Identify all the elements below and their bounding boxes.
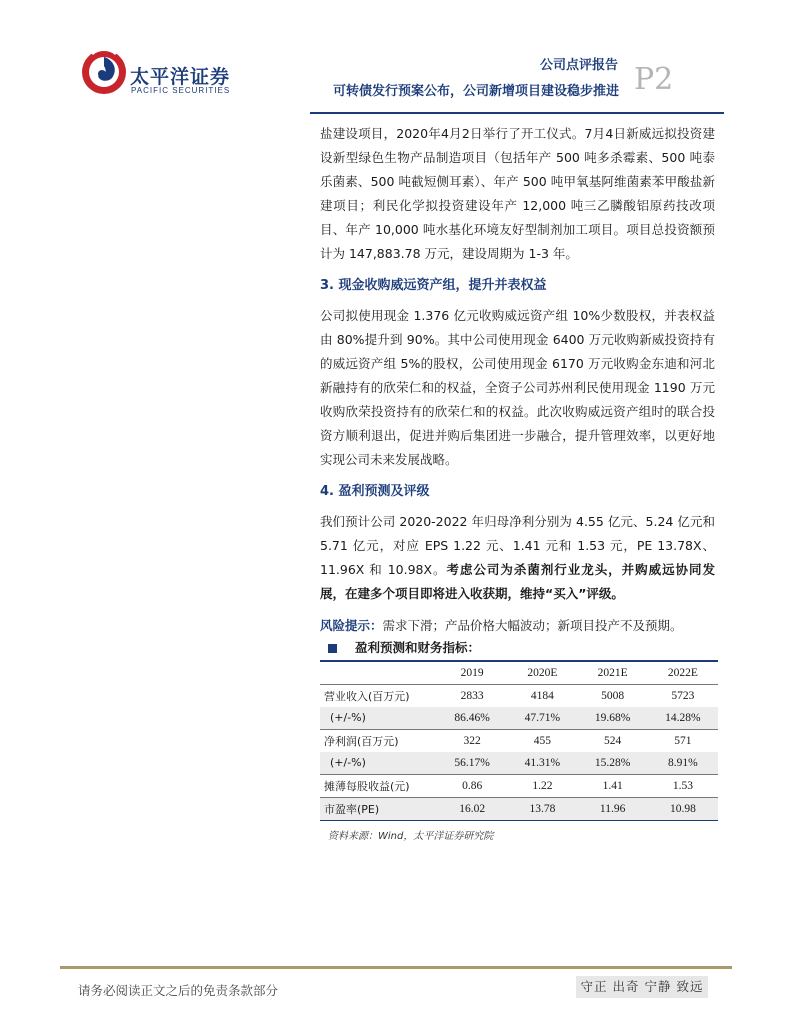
- table-cell: 10.98: [648, 797, 718, 820]
- table-cell: 86.46%: [437, 707, 507, 730]
- table-cell: 4184: [530, 689, 554, 702]
- footer-motto: 守正 出奇 宁静 致远: [576, 976, 708, 998]
- table-cell: 1.53: [648, 774, 718, 797]
- row-label: 营业收入(百万元): [324, 689, 410, 703]
- table-cell: 8.91%: [648, 752, 718, 775]
- square-bullet-icon: [328, 644, 337, 653]
- table-cell: 11.96: [578, 797, 648, 820]
- table-cell: 47.71%: [507, 707, 577, 730]
- report-type: 公司点评报告: [540, 58, 619, 73]
- brand-name-en: PACIFIC SECURITIES: [131, 86, 231, 95]
- table-cell: 2833: [460, 689, 484, 702]
- rating-text: 考虑公司为杀菌剂行业龙头，并购威远协同发展，在建多个项目即将进入收获期，维持“买入”评级。: [320, 562, 715, 601]
- paragraph-projects: 盐建设项目，2020年4月2日举行了开工仪式。7月4日新威远拟投资建设新型绿色生物产品制造项目（包括年产 500 吨多杀霉素、500 吨泰乐菌素、500 吨截短侧耳素）、年产 500 吨甲氧基阿维菌素苯甲酸盐新建项目；利民化学拟投资建设年产 12,000 吨三乙膦酸铝原药技改项目、年产 10,000 吨水基化环境友好型制剂加工项目。项目总投资额预计为 147,883.78 万元，建设周期为 1-3 年。: [320, 126, 715, 261]
- paragraph-acquisition: 公司拟使用现金 1.376 亿元收购威远资产组 10%少数股权，并表权益由 80%提升到 90%。其中公司使用现金 6400 万元收购新威投资持有的威远资产组 5%的股权，公司使用现金 6170 万元收购金东迪和河北新融持有的欣荣仁和的权益，全资子公司苏州利民使用现金 1190 万元收购欣荣投资持有的欣荣仁和的权益。此次收购威远资产组时的联合投资方顺利退出，促进并购后集团进一步融合，提升管理效率，以更好地实现公司未来发展战略。: [320, 308, 715, 467]
- table-title-text: 盈利预测和财务指标：: [355, 640, 481, 655]
- footer-rule: [60, 966, 732, 969]
- column-header: 2022E: [648, 662, 718, 685]
- header-rule: [310, 112, 724, 114]
- main-body: [320, 122, 715, 638]
- table-cell: 19.68%: [578, 707, 648, 730]
- column-header: 2021E: [578, 662, 648, 685]
- table-row: [320, 729, 718, 752]
- section-heading-4: 4. 盈利预测及评级: [320, 484, 430, 499]
- table-cell: 571: [674, 734, 692, 747]
- financial-table: [320, 662, 718, 821]
- table-cell: 5008: [601, 689, 625, 702]
- financial-table-section: [320, 636, 718, 842]
- table-row: [320, 707, 718, 730]
- table-cell: 322: [463, 734, 481, 747]
- risk-note: [320, 614, 715, 638]
- pacific-securities-logo: [78, 44, 130, 96]
- paragraph-forecast: [320, 510, 715, 606]
- table-cell: 5723: [671, 689, 695, 702]
- section-heading-3: 3. 现金收购威远资产组，提升并表权益: [320, 278, 547, 293]
- table-cell: 15.28%: [578, 752, 648, 775]
- row-label: (+/-%): [320, 752, 437, 775]
- column-header: [320, 662, 437, 685]
- table-cell: 1.22: [507, 774, 577, 797]
- table-cell: 16.02: [437, 797, 507, 820]
- row-label: 摊薄每股收益(元): [320, 774, 437, 797]
- risk-text: 需求下滑；产品价格大幅波动；新项目投产不及预期。: [382, 618, 683, 633]
- page-number: P2: [634, 62, 674, 97]
- row-label: 净利润(百万元): [324, 734, 399, 748]
- table-cell: 524: [604, 734, 622, 747]
- table-cell: 455: [533, 734, 551, 747]
- table-row: [320, 752, 718, 775]
- table-title: [320, 636, 718, 660]
- table-cell: 1.41: [578, 774, 648, 797]
- table-row: [320, 774, 718, 797]
- table-cell: 13.78: [507, 797, 577, 820]
- risk-label: 风险提示：: [320, 618, 383, 633]
- table-row: [320, 797, 718, 820]
- page-subtitle: 可转债发行预案公布，公司新增项目建设稳步推进: [333, 84, 620, 99]
- footer-disclaimer: 请务必阅读正文之后的免责条款部分: [78, 983, 279, 998]
- column-header: 2019: [437, 662, 507, 685]
- row-label: 市盈率(PE): [320, 797, 437, 820]
- forecast-text: 我们预计公司 2020-2022 年归母净利分别为 4.55 亿元、5.24 亿元和 5.71 亿元，对应 EPS 1.22 元、1.41 元和 1.53 元，PE 13.78X、11.96X 和 10.98X。: [320, 514, 715, 577]
- table-cell: 0.86: [437, 774, 507, 797]
- table-header-row: [320, 662, 718, 685]
- row-label: (+/-%): [320, 707, 437, 730]
- table-cell: 56.17%: [437, 752, 507, 775]
- column-header: 2020E: [507, 662, 577, 685]
- table-cell: 14.28%: [648, 707, 718, 730]
- table-row: [320, 684, 718, 707]
- data-source-note: 资料来源：Wind，太平洋证券研究院: [328, 830, 494, 842]
- brand-name: 太平洋证券: [130, 66, 231, 88]
- table-cell: 41.31%: [507, 752, 577, 775]
